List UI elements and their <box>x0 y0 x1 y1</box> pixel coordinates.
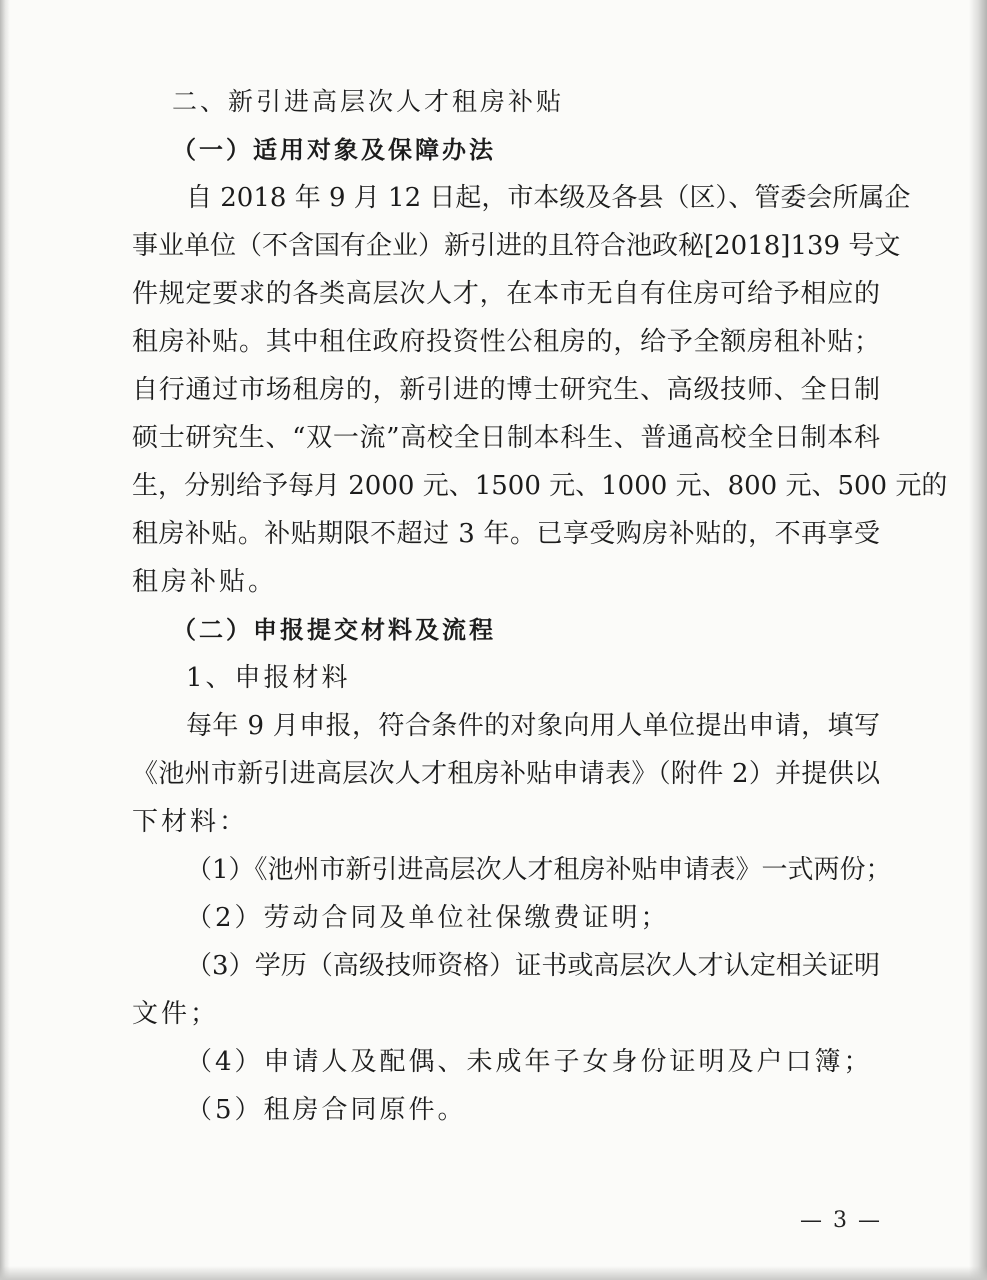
paragraph-application <box>132 702 880 846</box>
subsection-2-title: （二）申报提交材料及流程 <box>172 616 496 644</box>
material-item-3-continued: 文件； <box>132 999 220 1029</box>
paragraph-line: 租房补贴。 <box>132 567 278 597</box>
item-1-title: 1、申报材料 <box>186 663 351 693</box>
paragraph-line: 下材料： <box>132 807 249 837</box>
paragraph-line: 租房补贴。补贴期限不超过 3 年。已享受购房补贴的，不再享受 <box>132 519 880 549</box>
paragraph-line: 自 2018 年 9 月 12 日起，市本级及各县（区）、管委会所属企 <box>186 183 911 213</box>
paragraph-line: 《池州市新引进高层次人才租房补贴申请表》（附件 2）并提供以 <box>132 759 880 789</box>
page-number: — 3 — <box>800 1208 882 1233</box>
paragraph-eligibility <box>132 174 948 606</box>
paragraph-line: 件规定要求的各类高层次人才，在本市无自有住房可给予相应的 <box>132 279 880 309</box>
page-bottom-edge-shadow <box>0 1266 987 1280</box>
paragraph-line: 每年 9 月申报，符合条件的对象向用人单位提出申请，填写 <box>186 711 880 741</box>
page-right-edge-shadow <box>969 0 987 1280</box>
paragraph-line: 事业单位（不含国有企业）新引进的且符合池政秘[2018]139 号文 <box>132 231 901 261</box>
paragraph-line: 租房补贴。其中租住政府投资性公租房的，给予全额房租补贴； <box>132 327 880 357</box>
material-item-1: （1）《池州市新引进高层次人才租房补贴申请表》一式两份； <box>186 855 892 885</box>
subsection-1-title: （一）适用对象及保障办法 <box>172 136 496 164</box>
paragraph-line: 生，分别给予每月 2000 元、1500 元、1000 元、800 元、500 元的 <box>132 471 948 501</box>
page-left-edge-shadow <box>0 0 10 1280</box>
material-item-4: （4）申请人及配偶、未成年子女身份证明及户口簿； <box>186 1047 873 1077</box>
material-item-5: （5）租房合同原件。 <box>186 1095 467 1125</box>
document-body <box>132 78 948 1134</box>
material-item-3: （3）学历（高级技师资格）证书或高层次人才认定相关证明 <box>186 951 880 981</box>
section-title: 二、新引进高层次人才租房补贴 <box>172 87 565 116</box>
material-item-2: （2）劳动合同及单位社保缴费证明； <box>186 903 670 933</box>
paragraph-line: 硕士研究生、“双一流”高校全日制本科生、普通高校全日制本科 <box>132 423 880 453</box>
paragraph-line: 自行通过市场租房的，新引进的博士研究生、高级技师、全日制 <box>132 375 880 405</box>
materials-list <box>132 846 892 1134</box>
